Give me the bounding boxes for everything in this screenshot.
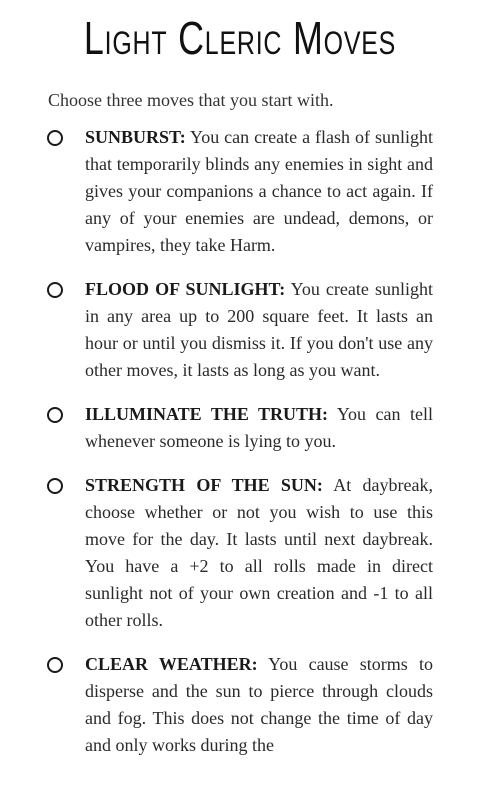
move-name: FLOOD OF SUNLIGHT:	[85, 279, 286, 299]
move-name: STRENGTH OF THE SUN:	[85, 475, 323, 495]
page-title: Light Cleric Moves	[83, 12, 397, 64]
move-name: ILLUMINATE THE TRUTH:	[85, 404, 329, 424]
move-text	[85, 276, 433, 384]
intro-text: Choose three moves that you start with.	[48, 90, 334, 110]
move-item-flood-of-sunlight	[0, 276, 480, 384]
circle-checkbox-icon[interactable]	[47, 657, 63, 673]
move-list	[0, 124, 480, 776]
move-description: At daybreak, choose whether or not you wish to use this move for the day. It lasts until next daybreak. You have a +2 to all rolls made in direct sunlight not of your own creation and -1 to all other rolls.	[85, 475, 434, 630]
move-description: You cause storms to disperse and the sun to pierce through clouds and fog. This does not change the time of day and only works during the	[85, 654, 433, 755]
move-description: You can tell whenever someone is lying to you.	[85, 404, 433, 451]
move-text	[85, 472, 433, 634]
move-item-clear-weather	[0, 651, 480, 759]
move-item-sunburst	[0, 124, 480, 259]
circle-checkbox-icon[interactable]	[47, 130, 63, 146]
circle-checkbox-icon[interactable]	[47, 407, 63, 423]
circle-checkbox-icon[interactable]	[47, 282, 63, 298]
move-name: CLEAR WEATHER:	[85, 654, 258, 674]
move-item-illuminate-the-truth	[0, 401, 480, 455]
move-text	[85, 401, 433, 455]
move-description: You create sunlight in any area up to 200 square feet. It lasts an hour or until you dismiss it. If you don't use any other moves, it lasts as long as you want.	[85, 279, 433, 380]
move-name: SUNBURST:	[85, 127, 186, 147]
move-text	[85, 651, 433, 759]
move-description: You can create a flash of sunlight that temporarily blinds any enemies in sight and gives your companions a chance to act again. If any of your enemies are undead, demons, or vampires, they take Harm.	[85, 127, 433, 255]
circle-checkbox-icon[interactable]	[47, 478, 63, 494]
move-text	[85, 124, 433, 259]
move-item-strength-of-the-sun	[0, 472, 480, 634]
